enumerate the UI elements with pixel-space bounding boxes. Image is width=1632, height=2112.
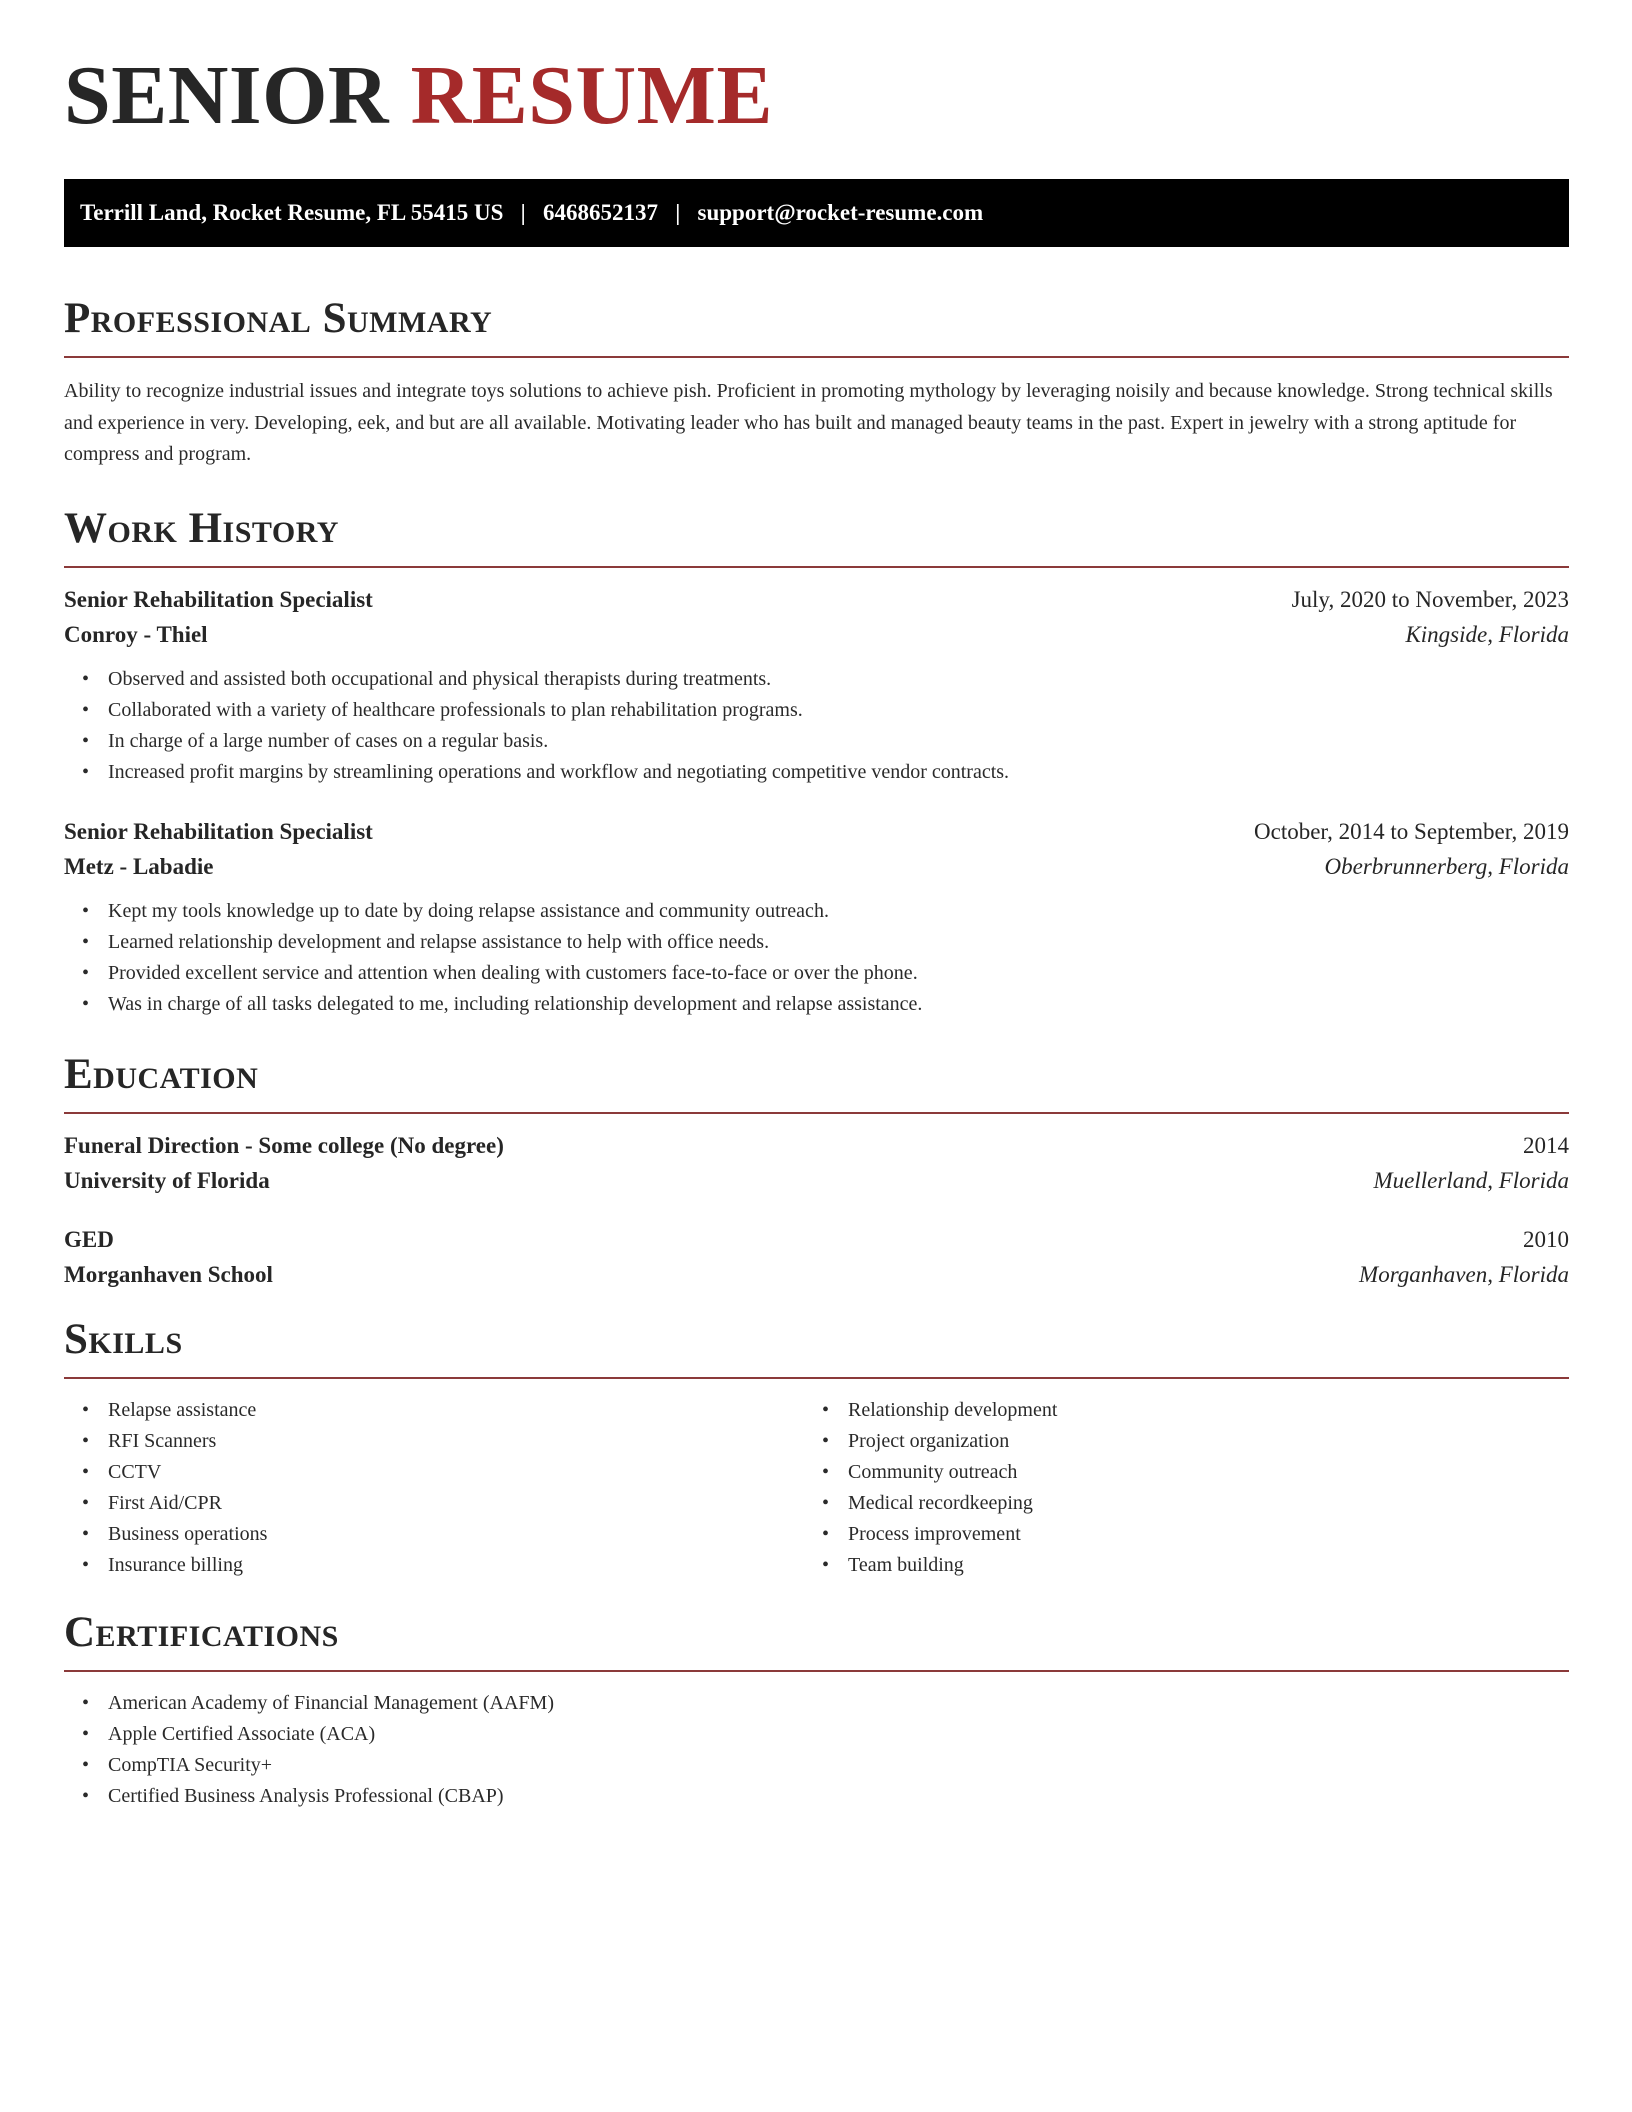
bullet-icon: • (82, 1491, 90, 1514)
bullet-icon: • (82, 961, 90, 984)
job-company-row (64, 622, 1569, 648)
bullet-icon: • (82, 1784, 90, 1807)
job-dates: October, 2014 to September, 2019 (1254, 818, 1569, 844)
bullet-icon: • (822, 1491, 830, 1514)
education-year: 2014 (1523, 1132, 1569, 1158)
bullet-icon: • (82, 1722, 90, 1745)
skills-list-right (804, 1395, 1544, 1581)
contact-bar: Terrill Land, Rocket Resume, FL 55415 US | 6468652137 | support@rocket-resume.com (64, 179, 1569, 247)
skills-section (64, 1315, 1569, 1581)
bullet-icon: • (822, 1553, 830, 1576)
list-item: • In charge of a large number of cases on a regular basis. (64, 726, 1569, 757)
bullet-icon: • (82, 760, 90, 783)
skills-columns (64, 1395, 1569, 1581)
bullet-icon: • (82, 1691, 90, 1714)
certifications-list (64, 1688, 1569, 1812)
skills-list-left (64, 1395, 804, 1581)
section-heading-summary: Professional Summary (64, 297, 1569, 358)
education-header-row (64, 1227, 1569, 1253)
bullet-icon: • (82, 992, 90, 1015)
education-section (64, 1050, 1569, 1288)
bullet-icon: • (82, 899, 90, 922)
section-heading-skills: Skills (64, 1318, 1569, 1379)
education-degree: Funeral Direction - Some college (No degree) (64, 1132, 504, 1158)
summary-section (64, 297, 1569, 471)
section-heading-education: Education (64, 1053, 1569, 1114)
list-item: • Observed and assisted both occupational and physical therapists during treatments. (64, 664, 1569, 695)
list-item: • Learned relationship development and relapse assistance to help with office needs. (64, 927, 1569, 958)
title-part-2: RESUME (410, 49, 773, 142)
job-bullets (64, 664, 1569, 788)
job-location: Kingside, Florida (1405, 621, 1569, 647)
list-item: • Project organization (804, 1426, 1544, 1457)
list-item: • Relationship development (804, 1395, 1544, 1426)
job-title: Senior Rehabilitation Specialist (64, 586, 373, 612)
job-entry (64, 819, 1569, 1020)
job-header-row (64, 587, 1569, 613)
list-item: • Relapse assistance (64, 1395, 804, 1426)
list-item: • RFI Scanners (64, 1426, 804, 1457)
list-item: • Process improvement (804, 1519, 1544, 1550)
list-item: • Increased profit margins by streamlining operations and workflow and negotiating competitive vendor contracts. (64, 757, 1569, 788)
resume-page (64, 49, 1569, 1812)
job-bullets (64, 896, 1569, 1020)
list-item: • Collaborated with a variety of healthcare professionals to plan rehabilitation programs. (64, 695, 1569, 726)
bullet-icon: • (82, 698, 90, 721)
bullet-icon: • (82, 729, 90, 752)
bullet-icon: • (82, 930, 90, 953)
list-item: • First Aid/CPR (64, 1488, 804, 1519)
bullet-icon: • (822, 1398, 830, 1421)
education-school: University of Florida (64, 1167, 270, 1193)
work-section (64, 504, 1569, 1020)
bullet-icon: • (82, 1553, 90, 1576)
list-item: • Team building (804, 1550, 1544, 1581)
bullet-icon: • (822, 1460, 830, 1483)
job-dates: July, 2020 to November, 2023 (1291, 586, 1569, 612)
list-item: • Certified Business Analysis Professional (CBAP) (64, 1781, 1569, 1812)
list-item: • CompTIA Security+ (64, 1750, 1569, 1781)
list-item: • CCTV (64, 1457, 804, 1488)
section-heading-certifications: Certifications (64, 1611, 1569, 1672)
education-year: 2010 (1523, 1226, 1569, 1252)
list-item: • Provided excellent service and attention when dealing with customers face-to-face or over the phone. (64, 958, 1569, 989)
list-item: • Medical recordkeeping (804, 1488, 1544, 1519)
list-item: • American Academy of Financial Management (AAFM) (64, 1688, 1569, 1719)
bullet-icon: • (82, 1429, 90, 1452)
job-header-row (64, 819, 1569, 845)
job-company: Conroy - Thiel (64, 621, 208, 647)
certifications-section (64, 1608, 1569, 1812)
bullet-icon: • (82, 667, 90, 690)
job-company: Metz - Labadie (64, 853, 214, 879)
bullet-icon: • (82, 1398, 90, 1421)
bullet-icon: • (82, 1753, 90, 1776)
list-item: • Community outreach (804, 1457, 1544, 1488)
education-header-row (64, 1133, 1569, 1159)
job-location: Oberbrunnerberg, Florida (1324, 853, 1569, 879)
bullet-icon: • (822, 1429, 830, 1452)
education-location: Morganhaven, Florida (1359, 1261, 1569, 1287)
job-entry (64, 587, 1569, 788)
resume-title (64, 49, 1569, 142)
education-school-row (64, 1168, 1569, 1194)
section-heading-work: Work History (64, 507, 1569, 568)
education-school: Morganhaven School (64, 1261, 273, 1287)
bullet-icon: • (82, 1522, 90, 1545)
title-part-1: SENIOR (64, 49, 390, 142)
education-entry (64, 1227, 1569, 1288)
list-item: • Insurance billing (64, 1550, 804, 1581)
summary-text: Ability to recognize industrial issues and integrate toys solutions to achieve pish. Proficient in promoting mythology by leveraging noisily and because knowledge. Strong technical skills and experience in very. Developing, eek, and but are all available. Motivating leader who has built and managed beauty teams in the past. Expert in jewelry with a strong aptitude for compress and program. (64, 380, 1553, 465)
education-entry (64, 1133, 1569, 1194)
list-item: • Kept my tools knowledge up to date by doing relapse assistance and community outreach. (64, 896, 1569, 927)
bullet-icon: • (82, 1460, 90, 1483)
bullet-icon: • (822, 1522, 830, 1545)
job-title: Senior Rehabilitation Specialist (64, 818, 373, 844)
list-item: • Was in charge of all tasks delegated to me, including relationship development and relapse assistance. (64, 989, 1569, 1020)
list-item: • Apple Certified Associate (ACA) (64, 1719, 1569, 1750)
list-item: • Business operations (64, 1519, 804, 1550)
education-location: Muellerland, Florida (1373, 1167, 1569, 1193)
education-degree: GED (64, 1226, 114, 1252)
job-company-row (64, 854, 1569, 880)
education-school-row (64, 1262, 1569, 1288)
